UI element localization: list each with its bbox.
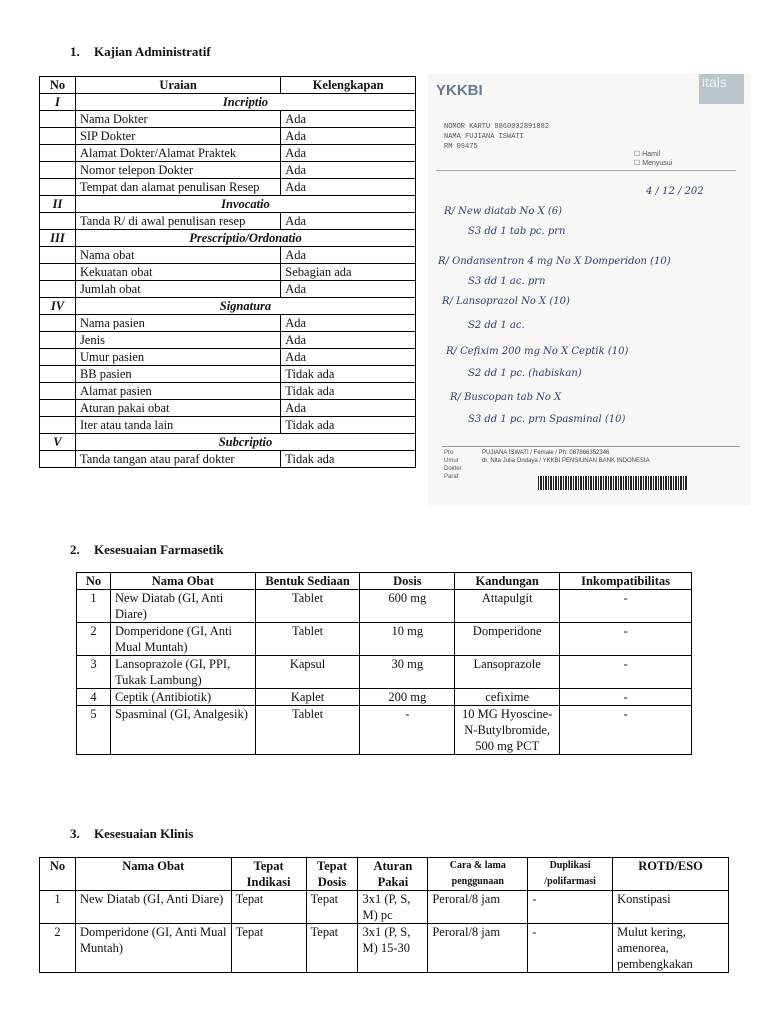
cell-bentuk-sediaan: Tablet	[255, 706, 360, 755]
table-header-row	[40, 77, 416, 94]
cell-no	[40, 451, 76, 468]
cell-inkompatibilitas: -	[560, 706, 692, 755]
cell-uraian: Umur pasien	[75, 349, 280, 366]
cell-cara-lama: Peroral/8 jam	[428, 891, 528, 924]
table-row	[40, 400, 416, 417]
cell-uraian: Aturan pakai obat	[75, 400, 280, 417]
handwritten-line: R/ Buscopan tab No X	[450, 392, 562, 403]
handwritten-line: S2 dd 1 pc. (habiskan)	[468, 368, 582, 379]
cell-no	[40, 400, 76, 417]
header-no: No	[40, 77, 76, 94]
table-row	[40, 417, 416, 434]
cell-inkompatibilitas: -	[560, 590, 692, 623]
cell-kelengkapan: Sebagian ada	[281, 264, 416, 281]
cell-aturan-pakai: 3x1 (P, S, M) pc	[358, 891, 428, 924]
cell-uraian: SIP Dokter	[75, 128, 280, 145]
cell-aturan-pakai: 3x1 (P, S, M) 15-30	[358, 924, 428, 973]
handwritten-line: S3 dd 1 tab pc. prn	[468, 226, 566, 237]
cell-uraian: Alamat Dokter/Alamat Praktek	[75, 145, 280, 162]
cell-uraian: Nomor telepon Dokter	[75, 162, 280, 179]
table-row	[77, 623, 692, 656]
section-number: I	[40, 94, 76, 111]
cell-uraian: Nama obat	[75, 247, 280, 264]
header-dosis: Dosis	[360, 573, 455, 590]
cell-bentuk-sediaan: Tablet	[255, 623, 360, 656]
table-row	[40, 315, 416, 332]
cell-kelengkapan: Tidak ada	[281, 417, 416, 434]
cell-kelengkapan: Ada	[281, 281, 416, 298]
cell-no	[40, 179, 76, 196]
cell-uraian: Nama Dokter	[75, 111, 280, 128]
section-row	[40, 94, 416, 111]
cell-kelengkapan: Ada	[281, 315, 416, 332]
cell-cara-lama: Peroral/8 jam	[428, 924, 528, 973]
cell-kelengkapan: Tidak ada	[281, 451, 416, 468]
header-kelengkapan: Kelengkapan	[281, 77, 416, 94]
cell-no: 2	[40, 924, 76, 973]
cell-kelengkapan: Ada	[281, 213, 416, 230]
prescription-footer: Pro Umur Dokter Paraf PUJIANA ISWATI / Female / Ph: 087866352346 dr. Nita Julia Ondaya / YKKBI PENSIUNAN BANK INDONESIA	[442, 446, 740, 497]
table-row	[40, 332, 416, 349]
header-inkompatibilitas: Inkompatibilitas	[560, 573, 692, 590]
cell-tepat-indikasi: Tepat	[231, 924, 306, 973]
table-row	[77, 689, 692, 706]
table-kajian-administratif	[39, 76, 416, 468]
cell-no: 1	[40, 891, 76, 924]
cell-uraian: Kekuatan obat	[75, 264, 280, 281]
table-row	[40, 247, 416, 264]
table-header-row	[77, 573, 692, 590]
heading-kesesuaian-farmasetik: 2. Kesesuaian Farmasetik	[70, 542, 224, 557]
header-kandungan: Kandungan	[455, 573, 560, 590]
section-row	[40, 230, 416, 247]
header-bentuk-sediaan: Bentuk Sediaan	[255, 573, 360, 590]
cell-inkompatibilitas: -	[560, 623, 692, 656]
cell-kelengkapan: Ada	[281, 111, 416, 128]
cell-kelengkapan: Ada	[281, 145, 416, 162]
cell-uraian: Nama pasien	[75, 315, 280, 332]
cell-kelengkapan: Tidak ada	[281, 383, 416, 400]
table-row	[77, 590, 692, 623]
table-row	[40, 349, 416, 366]
handwritten-line: R/ Lansoprazol No X (10)	[442, 296, 570, 307]
cell-inkompatibilitas: -	[560, 656, 692, 689]
cell-no: 3	[77, 656, 111, 689]
cell-dosis: 200 mg	[360, 689, 455, 706]
cell-duplikasi: -	[528, 924, 613, 973]
heading-kesesuaian-klinis: 3. Kesesuaian Klinis	[70, 826, 194, 841]
table-row	[40, 281, 416, 298]
cell-kelengkapan: Ada	[281, 400, 416, 417]
section-number: III	[40, 230, 76, 247]
patient-info: NOMOR KARTU 8860032891882 NAMA FUJIANA ISWATI RM 09475	[444, 123, 550, 151]
cell-bentuk-sediaan: Kaplet	[255, 689, 360, 706]
cell-no	[40, 247, 76, 264]
barcode	[538, 476, 688, 490]
cell-kelengkapan: Ada	[281, 179, 416, 196]
table-row	[40, 179, 416, 196]
cell-bentuk-sediaan: Tablet	[255, 590, 360, 623]
header-tepat-indikasi: Tepat Indikasi	[231, 858, 306, 891]
cell-no	[40, 111, 76, 128]
cell-inkompatibilitas: -	[560, 689, 692, 706]
table-kesesuaian-klinis	[39, 857, 729, 973]
header-no: No	[77, 573, 111, 590]
cell-no	[40, 315, 76, 332]
cell-nama-obat: Domperidone (GI, Anti Mual Muntah)	[110, 623, 255, 656]
cell-dosis: 600 mg	[360, 590, 455, 623]
cell-no	[40, 264, 76, 281]
handwritten-line: S3 dd 1 pc. prn Spasminal (10)	[468, 414, 626, 425]
cell-kelengkapan: Ada	[281, 349, 416, 366]
ykkbi-logo: YKKBI	[436, 82, 483, 99]
cell-kelengkapan: Ada	[281, 332, 416, 349]
cell-no	[40, 128, 76, 145]
handwritten-line: R/ Ondansentron 4 mg No X Domperidon (10)	[438, 256, 671, 267]
table-row	[40, 213, 416, 230]
prescription-date: 4 / 12 / 202	[646, 186, 704, 197]
cell-rotd-eso: Konstipasi	[613, 891, 729, 924]
header-duplikasi: Duplikasi /polifarmasi	[528, 858, 613, 891]
header-tepat-dosis: Tepat Dosis	[306, 858, 358, 891]
cell-tepat-dosis: Tepat	[306, 924, 358, 973]
checkbox-menyusui: ☐ Menyusui	[634, 160, 673, 167]
cell-no: 1	[77, 590, 111, 623]
cell-rotd-eso: Mulut kering, amenorea, pembengkakan	[613, 924, 729, 973]
table-row	[77, 706, 692, 755]
cell-uraian: Jenis	[75, 332, 280, 349]
table-row	[40, 891, 729, 924]
handwritten-line: R/ New diatab No X (6)	[444, 206, 563, 217]
cell-no	[40, 162, 76, 179]
cell-kelengkapan: Ada	[281, 128, 416, 145]
cell-no: 5	[77, 706, 111, 755]
cell-nama-obat: Domperidone (GI, Anti Mual Muntah)	[75, 924, 231, 973]
section-row	[40, 196, 416, 213]
cell-no	[40, 349, 76, 366]
prescription-photo	[428, 74, 750, 506]
header-cara-lama: Cara & lama penggunaan	[428, 858, 528, 891]
table-row	[40, 111, 416, 128]
section-title: Subcriptio	[75, 434, 415, 451]
section-number: V	[40, 434, 76, 451]
section-title: Prescriptio/Ordonatio	[75, 230, 415, 247]
table-kesesuaian-farmasetik	[76, 572, 692, 755]
table-row	[40, 264, 416, 281]
cell-nama-obat: Lansoprazole (GI, PPI, Tukak Lambung)	[110, 656, 255, 689]
cell-nama-obat: New Diatab (GI, Anti Diare)	[110, 590, 255, 623]
cell-uraian: Iter atau tanda lain	[75, 417, 280, 434]
section-row	[40, 434, 416, 451]
table-row	[40, 383, 416, 400]
cell-dosis: 10 mg	[360, 623, 455, 656]
table-row	[40, 128, 416, 145]
cell-no: 4	[77, 689, 111, 706]
cell-tepat-indikasi: Tepat	[231, 891, 306, 924]
table-row	[40, 162, 416, 179]
header-nama-obat: Nama Obat	[110, 573, 255, 590]
cell-kandungan: Domperidone	[455, 623, 560, 656]
section-title: Incriptio	[75, 94, 415, 111]
table-row	[77, 656, 692, 689]
header-uraian: Uraian	[75, 77, 280, 94]
cell-kelengkapan: Ada	[281, 162, 416, 179]
cell-no	[40, 417, 76, 434]
hospital-brand: itals	[699, 74, 744, 104]
section-number: IV	[40, 298, 76, 315]
header-no: No	[40, 858, 76, 891]
handwritten-line: S2 dd 1 ac.	[468, 320, 525, 331]
cell-nama-obat: Spasminal (GI, Analgesik)	[110, 706, 255, 755]
table-row	[40, 366, 416, 383]
cell-uraian: Alamat pasien	[75, 383, 280, 400]
section-row	[40, 298, 416, 315]
cell-uraian: Jumlah obat	[75, 281, 280, 298]
table-row	[40, 451, 416, 468]
cell-kandungan: Lansoprazole	[455, 656, 560, 689]
cell-kandungan: 10 MG Hyoscine-N-Butylbromide, 500 mg PCT	[455, 706, 560, 755]
section-number: II	[40, 196, 76, 213]
cell-dosis: -	[360, 706, 455, 755]
section-title: Signatura	[75, 298, 415, 315]
cell-no	[40, 145, 76, 162]
header-rotd-eso: ROTD/ESO	[613, 858, 729, 891]
cell-no	[40, 281, 76, 298]
cell-no	[40, 332, 76, 349]
cell-bentuk-sediaan: Kapsul	[255, 656, 360, 689]
cell-no: 2	[77, 623, 111, 656]
table-header-row	[40, 858, 729, 891]
table-row	[40, 145, 416, 162]
handwritten-line: R/ Cefixim 200 mg No X Ceptik (10)	[446, 346, 629, 357]
cell-kelengkapan: Ada	[281, 247, 416, 264]
table-row	[40, 924, 729, 973]
cell-tepat-dosis: Tepat	[306, 891, 358, 924]
cell-uraian: Tempat dan alamat penulisan Resep	[75, 179, 280, 196]
cell-no	[40, 366, 76, 383]
section-title: Invocatio	[75, 196, 415, 213]
cell-uraian: Tanda tangan atau paraf dokter	[75, 451, 280, 468]
cell-uraian: Tanda R/ di awal penulisan resep	[75, 213, 280, 230]
header-nama-obat: Nama Obat	[75, 858, 231, 891]
cell-duplikasi: -	[528, 891, 613, 924]
cell-no	[40, 213, 76, 230]
cell-nama-obat: Ceptik (Antibiotik)	[110, 689, 255, 706]
heading-kajian-administratif: 1. Kajian Administratif	[70, 44, 211, 59]
cell-nama-obat: New Diatab (GI, Anti Diare)	[75, 891, 231, 924]
cell-uraian: BB pasien	[75, 366, 280, 383]
cell-kelengkapan: Tidak ada	[281, 366, 416, 383]
cell-kandungan: cefixime	[455, 689, 560, 706]
handwritten-line: S3 dd 1 ac. prn	[468, 276, 546, 287]
cell-dosis: 30 mg	[360, 656, 455, 689]
cell-kandungan: Attapulgit	[455, 590, 560, 623]
header-aturan-pakai: Aturan Pakai	[358, 858, 428, 891]
cell-no	[40, 383, 76, 400]
checkbox-hamil: ☐ Hamil	[634, 151, 661, 158]
